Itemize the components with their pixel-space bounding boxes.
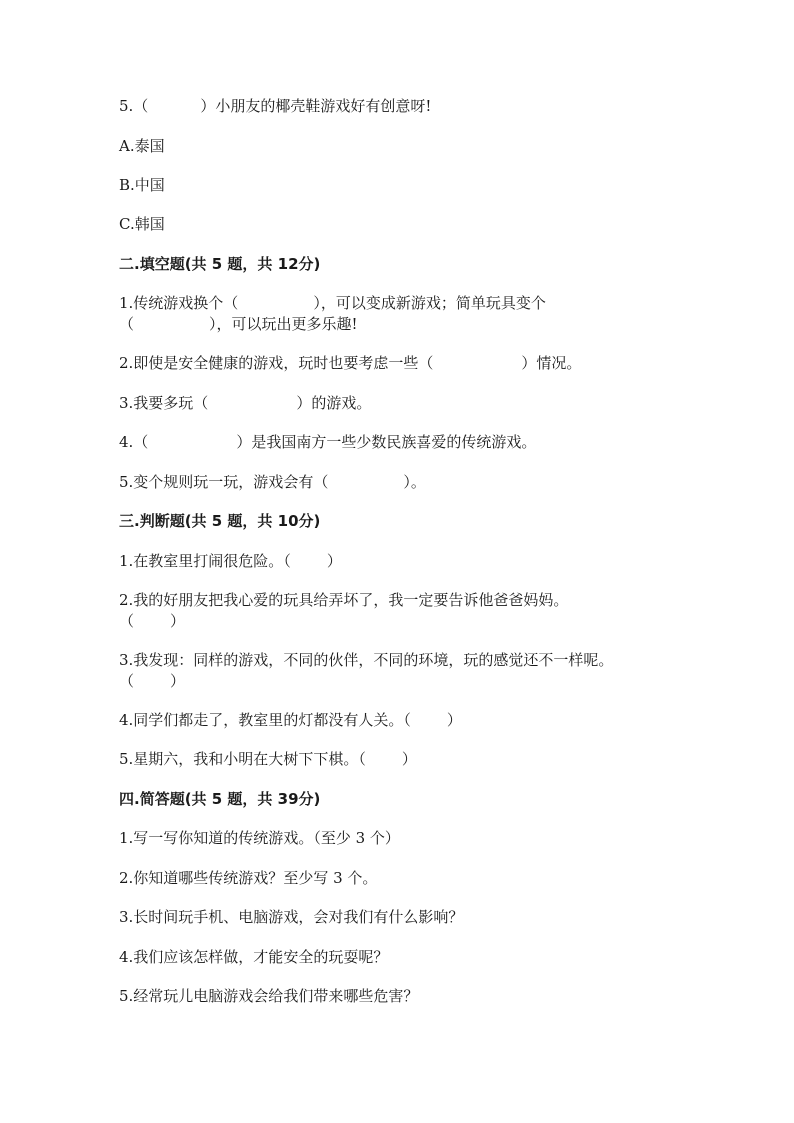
section-title-fill-in: 二.填空题(共 5 题，共 12分) bbox=[119, 255, 321, 273]
tf-question-2: 2.我的好朋友把我心爱的玩具给弄坏了，我一定要告诉他爸爸妈妈。 bbox=[119, 591, 569, 609]
fill-question-3: 3.我要多玩（ ）的游戏。 bbox=[119, 394, 372, 412]
section-title-short-answer: 四.简答题(共 5 题，共 39分) bbox=[119, 790, 321, 808]
option-c: C.韩国 bbox=[119, 215, 165, 233]
short-question-1: 1.写一写你知道的传统游戏。（至少 3 个） bbox=[119, 829, 400, 847]
option-a: A.泰国 bbox=[119, 137, 165, 155]
tf-question-3: 3.我发现：同样的游戏，不同的伙伴，不同的环境，玩的感觉还不一样呢。 bbox=[119, 651, 614, 669]
question-text: ）小朋友的椰壳鞋游戏好有创意呀! bbox=[200, 97, 432, 115]
short-question-2: 2.你知道哪些传统游戏？至少写 3 个。 bbox=[119, 869, 378, 887]
fill-question-4: 4.（ ）是我国南方一些少数民族喜爱的传统游戏。 bbox=[119, 433, 537, 451]
short-question-3: 3.长时间玩手机、电脑游戏，会对我们有什么影响？ bbox=[119, 908, 464, 926]
tf-question-1: 1.在教室里打闹很危险。（ ） bbox=[119, 552, 342, 570]
fill-question-2: 2.即使是安全健康的游戏，玩时也要考虑一些（ ）情况。 bbox=[119, 354, 582, 372]
section-title-true-false: 三.判断题(共 5 题，共 10分) bbox=[119, 512, 321, 530]
fill-question-5: 5.变个规则玩一玩，游戏会有（ ）。 bbox=[119, 473, 426, 491]
tf-question-3-cont: （ ） bbox=[119, 672, 186, 690]
fill-question-1-cont: （ ），可以玩出更多乐趣! bbox=[119, 315, 358, 333]
short-question-5: 5.经常玩儿电脑游戏会给我们带来哪些危害？ bbox=[119, 987, 419, 1005]
fill-question-1: 1.传统游戏换个（ ），可以变成新游戏；简单玩具变个 bbox=[119, 294, 546, 312]
short-question-4: 4.我们应该怎样做，才能安全的玩耍呢？ bbox=[119, 948, 389, 966]
mc-question-5 bbox=[119, 96, 431, 116]
tf-question-4: 4.同学们都走了，教室里的灯都没有人关。（ ） bbox=[119, 711, 462, 729]
tf-question-5: 5.星期六，我和小明在大树下下棋。（ ） bbox=[119, 750, 417, 768]
question-text: 5.（ bbox=[119, 97, 149, 115]
option-b: B.中国 bbox=[119, 176, 165, 194]
tf-question-2-cont: （ ） bbox=[119, 612, 186, 630]
